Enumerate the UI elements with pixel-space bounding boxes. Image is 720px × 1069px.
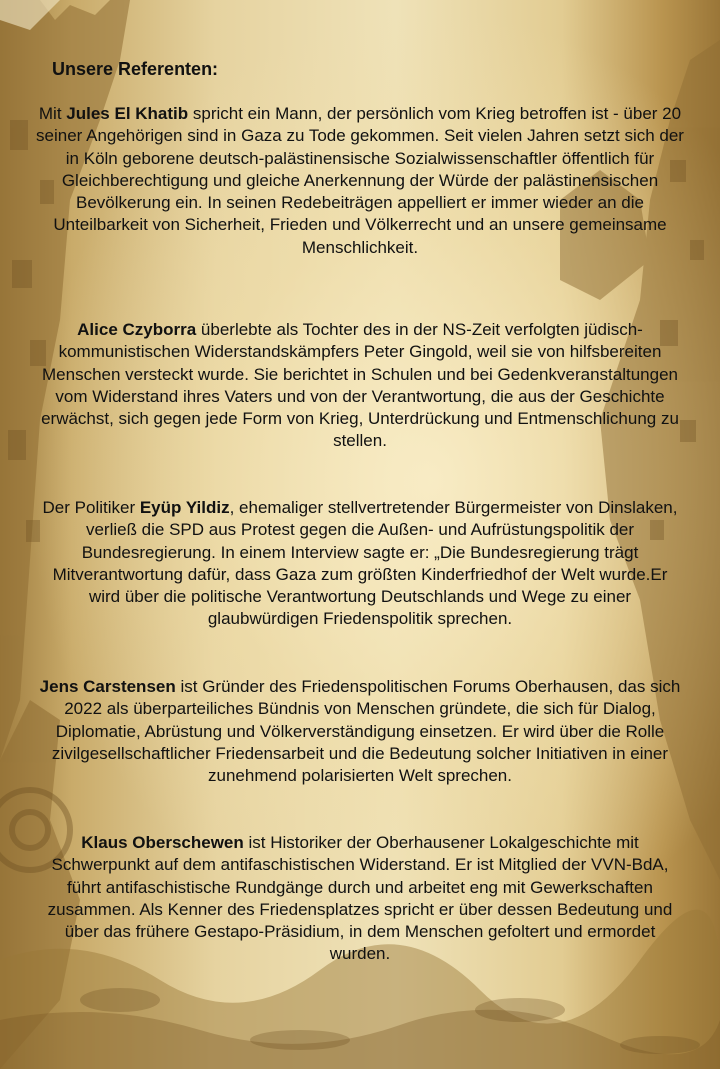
speaker-description: spricht ein Mann, der persönlich vom Krieg betroffen ist - über 20 seiner Angehörigen sind in Gaza zu Tode gekommen. Seit vielen Jahren setzt sich der in Köln geborene deutsch-palästinensische Sozialwissenschaftler öffentlich für Gleichberechtigung und gleiche Anerkennung der Würde der palästinensischen Bevölkerung ein. In seinen Redebeiträgen appelliert er immer wieder an die Unteilbarkeit von Sicherheit, Frieden und Völkerrecht und an unsere gemeinsame Menschlichkeit. [36,104,684,257]
speaker-prefix: Mit [38,104,67,123]
speaker-prefix: Der Politiker [42,498,140,517]
speaker-paragraph-jens-carstensen [36,676,684,787]
speaker-paragraph-eyuep-yildiz [36,497,684,631]
speaker-paragraph-klaus-oberschewen [36,832,684,966]
speaker-name: Alice Czyborra [77,320,197,339]
speaker-name: Klaus Oberschewen [81,833,244,852]
speaker-paragraph-jules-el-khatib [36,103,684,259]
speaker-name: Eyüp Yildiz [139,498,230,517]
speaker-description: ist Gründer des Friedenspolitischen Forums Oberhausen, das sich 2022 als überparteiliches Bündnis von Menschen gründete, die sich für Dialog, Diplomatie, Abrüstung und Völkerverständigung einsetzen. Er wird über die Rolle zivilgesellschaftlicher Friedensarbeit und die Bedeutung solcher Initiativen in einer zunehmend polarisierten Welt sprechen. [51,677,681,786]
speaker-name: Jules El Khatib [66,104,189,123]
speaker-description: ist Historiker der Oberhausener Lokalgeschichte mit Schwerpunkt auf dem antifaschistischen Widerstand. Er ist Mitglied der VVN-BdA, führt antifaschistische Rundgänge durch und arbeitet eng mit Gewerkschaften zusammen. Als Kenner des Friedensplatzes spricht er über dessen Bedeutung und über das frühere Gestapo-Präsidium, in dem Menschen gefoltert und ermordet wurden. [47,833,673,964]
speaker-name: Jens Carstensen [39,677,176,696]
speaker-paragraph-alice-czyborra [36,319,684,453]
speaker-description: überlebte als Tochter des in der NS-Zeit verfolgten jüdisch-kommunistischen Widerstandskämpfers Peter Gingold, weil sie von hilfsbereiten Menschen versteckt wurde. Sie berichtet in Schulen und bei Gedenkveranstaltungen vom Widerstand ihres Vaters und von der Verantwortung, die aus der Geschichte erwächst, sich gegen jede Form von Krieg, Unterdrückung und Entmenschlichung zu stellen. [41,320,679,451]
speaker-description: , ehemaliger stellvertretender Bürgermeister von Dinslaken, verließ die SPD aus Protest gegen die Außen- und Aufrüstungspolitik der Bundesregierung. In einem Interview sagte er: „Die Bundesregierung trägt Mitverantwortung dafür, dass Gaza zum größten Kinderfriedhof der Welt wurde.Er wird über die politische Verantwortung Deutschlands und Wege zu einer glaubwürdigen Friedenspolitik sprechen. [52,498,678,629]
section-heading: Unsere Referenten: [52,59,219,79]
